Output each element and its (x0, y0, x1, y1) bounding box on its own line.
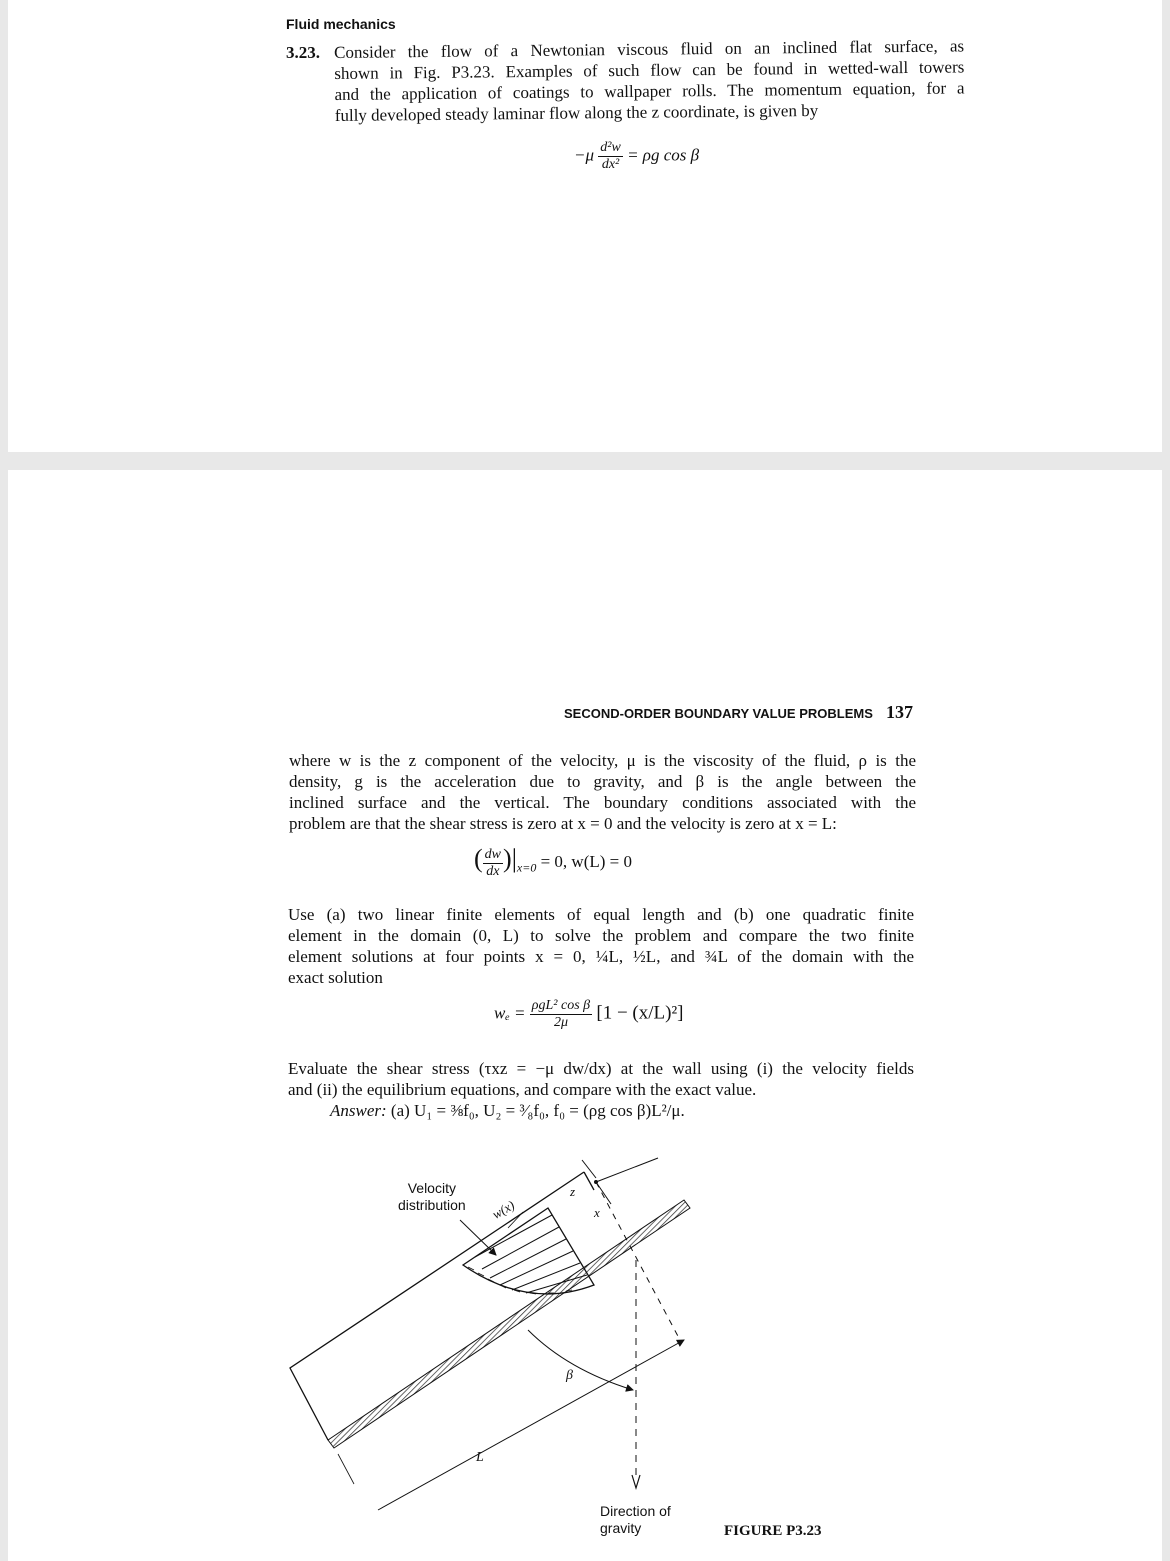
exact-lhs: wₑ = (494, 1003, 526, 1023)
wx-label: w(x) (489, 1197, 518, 1222)
gravity-label-line: Direction of (600, 1503, 671, 1519)
exact-bracket: [1 − (x/L)²] (596, 1002, 684, 1024)
para-line: element solutions at four points x = 0, ¼L, ½L, and ¾L of the domain with the (288, 947, 914, 966)
answer-text: (a) U₁ = ⅜f₀, U₂ = ³⁄₈f₀, f₀ = (ρg cos β)L²/μ. (390, 1101, 685, 1120)
problem-line: shown in Fig. P3.23. Examples of such flow can be found in wetted-wall towers (334, 57, 965, 83)
page-number: 137 (886, 702, 913, 722)
para-line: where w is the z component of the velocity, μ is the viscosity of the fluid, ρ is the (289, 751, 916, 770)
problem-line: Consider the flow of a Newtonian viscous fluid on an inclined flat surface, as (334, 36, 965, 62)
z-axis (582, 1160, 596, 1178)
eq-rhs: = ρg cos β (627, 145, 700, 165)
bc-numerator: dw (484, 846, 502, 862)
para-line: inclined surface and the vertical. The boundary conditions associated with the (289, 793, 916, 812)
x-label: x (594, 1205, 600, 1220)
answer-label: Answer: (330, 1101, 387, 1120)
beta-label: β (566, 1368, 573, 1383)
figure-caption: FIGURE P3.23 (724, 1523, 822, 1539)
velocity-label-line: Velocity (407, 1180, 456, 1196)
page-header: Fluid mechanics (286, 16, 396, 32)
length-dimension-line (378, 1340, 684, 1510)
beta-angle-arc (528, 1330, 633, 1390)
para-line: Use (a) two linear finite elements of equal length and (b) one quadratic finite (288, 905, 914, 924)
dimension-extension (338, 1454, 354, 1484)
problem-line: fully developed steady laminar flow along the z coordinate, is given by (334, 100, 819, 125)
eq-denominator: dx² (601, 157, 620, 172)
z-label: z (570, 1184, 576, 1199)
momentum-equation (574, 140, 699, 173)
problem-number: 3.23. (286, 43, 320, 62)
para-line: and (ii) the equilibrium equations, and compare with the exact value. (288, 1080, 757, 1099)
velocity-leader-arrow (460, 1220, 496, 1255)
eq-prefix: −μ (574, 145, 595, 165)
para-line: density, g is the acceleration due to gravity, and β is the angle between the (289, 772, 916, 791)
eq-fraction (598, 140, 623, 173)
top-surface-line (596, 1158, 658, 1182)
velocity-label-line: distribution (398, 1197, 466, 1213)
page-1 (8, 0, 1162, 452)
bc-subscript: x=0 (516, 860, 537, 875)
para-line: element in the domain (0, L) to solve the problem and compare the two finite (288, 926, 914, 945)
inclined-wall (328, 1200, 690, 1448)
running-head: SECOND-ORDER BOUNDARY VALUE PROBLEMS (564, 706, 873, 721)
bc-rest: = 0, w(L) = 0 (540, 852, 633, 871)
boundary-condition-equation: ( $\frac{dw}{dx}$ )$|_{x=0} = 0$, w(L) = 0 (474, 844, 633, 879)
L-label: L (476, 1450, 484, 1465)
exact-denominator: 2μ (553, 1015, 568, 1030)
para-line: Evaluate the shear stress (τxz = −μ dw/dx) at the wall using (i) the velocity fields (288, 1059, 914, 1078)
eq-numerator: d²w (600, 140, 621, 155)
velocity-distribution-label (398, 1180, 466, 1214)
bc-denominator: dx (486, 863, 500, 879)
film-top-edge (584, 1172, 594, 1190)
para-line: exact solution (288, 968, 383, 987)
problem-statement (334, 35, 965, 126)
gravity-label (600, 1503, 671, 1537)
exact-numerator: ρgL² cos β (531, 998, 591, 1013)
gravity-label-line: gravity (600, 1520, 642, 1536)
figure-p3-23 (8, 470, 1162, 1561)
gravity-arrow-head (632, 1475, 640, 1488)
para-line: problem are that the shear stress is zero at x = 0 and the velocity is zero at x = L: (289, 814, 837, 833)
page-2 (8, 470, 1162, 1561)
problem-line: and the application of coatings to wallpaper rolls. The momentum equation, for a (334, 78, 965, 104)
